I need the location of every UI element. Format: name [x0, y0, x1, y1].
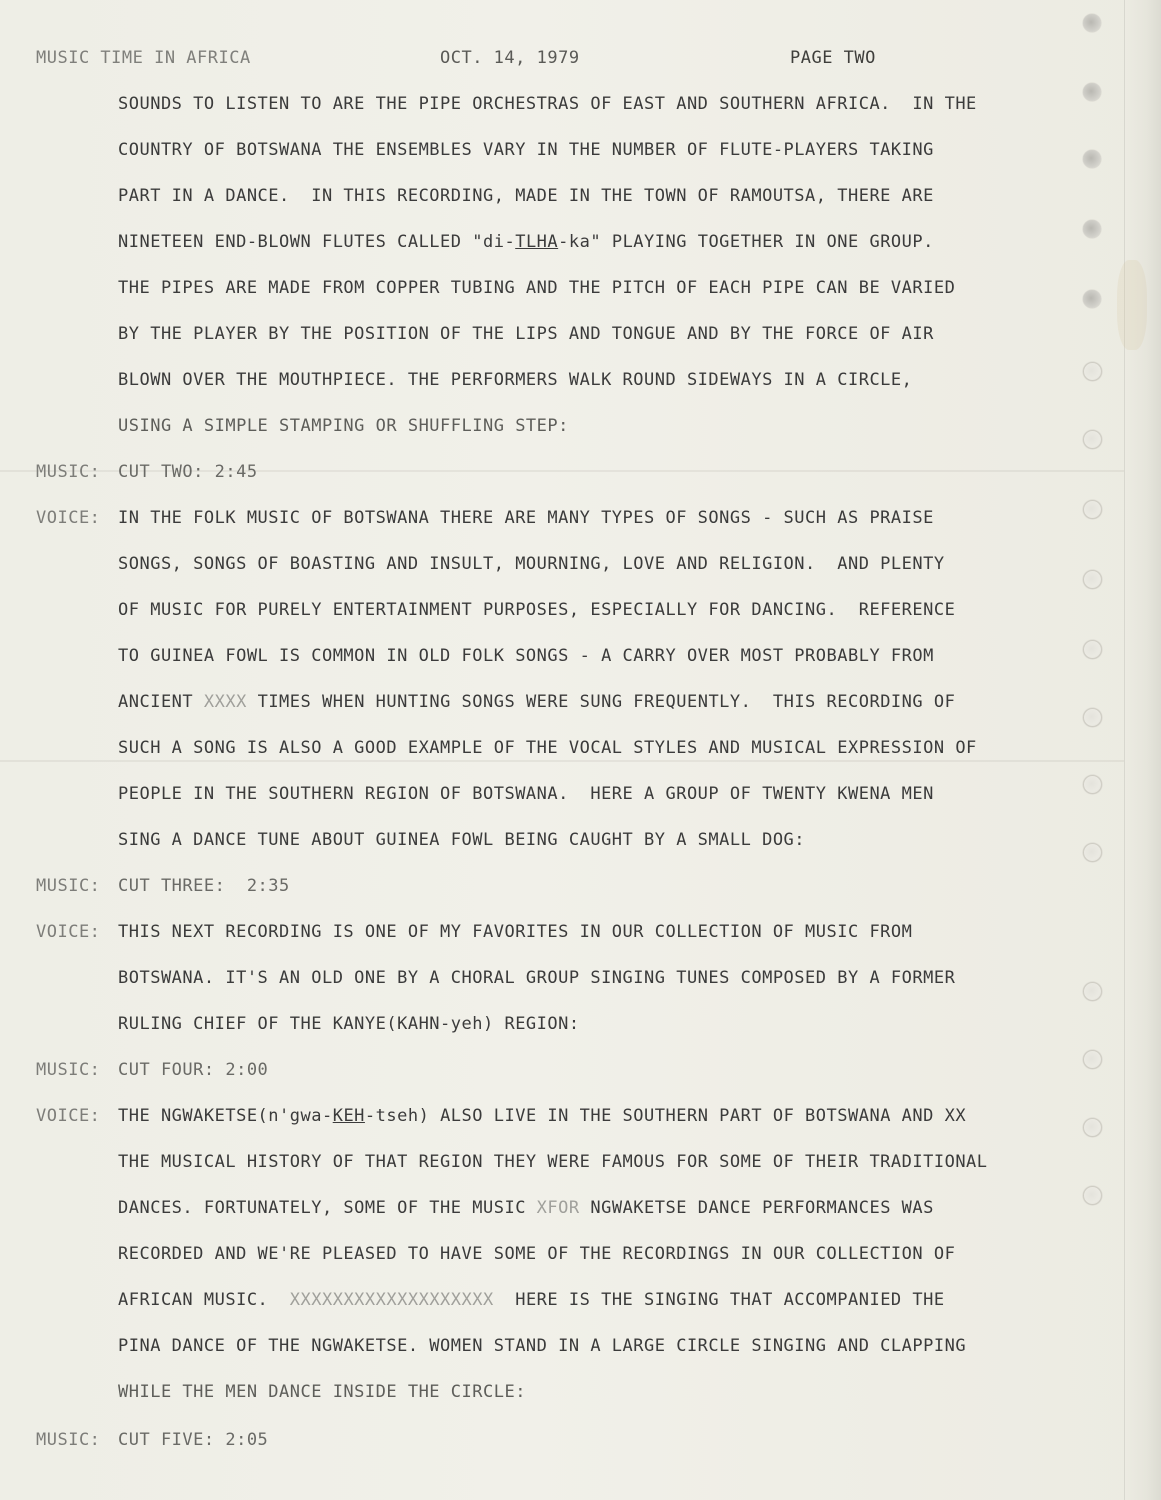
music-label: MUSIC:	[36, 1430, 101, 1450]
underlined-term: KEH	[332, 1106, 365, 1126]
struck-text: XXXXXXXXXXXXXXXXXXX	[289, 1290, 494, 1310]
punch-hole	[1083, 982, 1102, 1001]
body-line: THE PIPES ARE MADE FROM COPPER TUBING AND THE PITCH OF EACH PIPE CAN BE VARIED	[118, 278, 956, 298]
punch-hole	[1083, 150, 1101, 168]
voice-label: VOICE:	[36, 922, 101, 942]
punch-hole	[1083, 843, 1102, 862]
body-line: THE MUSICAL HISTORY OF THAT REGION THEY WERE FAMOUS FOR SOME OF THEIR TRADITIONAL	[118, 1152, 988, 1172]
music-label: MUSIC:	[36, 462, 101, 482]
body-line: BLOWN OVER THE MOUTHPIECE. THE PERFORMERS WALK ROUND SIDEWAYS IN A CIRCLE,	[118, 370, 913, 390]
underlined-term: TLHA	[515, 232, 559, 252]
voice-label: VOICE:	[36, 508, 101, 528]
struck-text: XX	[944, 1106, 967, 1126]
body-line: RULING CHIEF OF THE KANYE(KAHN-yeh) REGION:	[118, 1014, 580, 1034]
punch-hole	[1083, 220, 1101, 238]
music-label: MUSIC:	[36, 1060, 101, 1080]
struck-text: XFOR	[536, 1198, 580, 1218]
body-line: DANCES. FORTUNATELY, SOME OF THE MUSIC XFOR NGWAKETSE DANCE PERFORMANCES WAS	[118, 1198, 934, 1218]
paper-stain	[1117, 260, 1147, 350]
punch-hole	[1083, 570, 1102, 589]
music-label: MUSIC:	[36, 876, 101, 896]
body-line: ANCIENT XXXX TIMES WHEN HUNTING SONGS WERE SUNG FREQUENTLY. THIS RECORDING OF	[118, 692, 956, 712]
punch-hole	[1083, 1186, 1102, 1205]
body-line: PEOPLE IN THE SOUTHERN REGION OF BOTSWANA. HERE A GROUP OF TWENTY KWENA MEN	[118, 784, 934, 804]
punch-hole	[1083, 1118, 1102, 1137]
punch-hole	[1083, 500, 1102, 519]
body-line: PINA DANCE OF THE NGWAKETSE. WOMEN STAND IN A LARGE CIRCLE SINGING AND CLAPPING	[118, 1336, 967, 1356]
body-line: SONGS, SONGS OF BOASTING AND INSULT, MOURNING, LOVE AND RELIGION. AND PLENTY	[118, 554, 945, 574]
body-line: THIS NEXT RECORDING IS ONE OF MY FAVORITES IN OUR COLLECTION OF MUSIC FROM	[118, 922, 913, 942]
music-cue: CUT FOUR: 2:00	[118, 1060, 269, 1080]
punch-hole	[1083, 1050, 1102, 1069]
voice-label: VOICE:	[36, 1106, 101, 1126]
body-line: RECORDED AND WE'RE PLEASED TO HAVE SOME OF THE RECORDINGS IN OUR COLLECTION OF	[118, 1244, 956, 1264]
body-line: USING A SIMPLE STAMPING OR SHUFFLING STEP:	[118, 416, 569, 436]
body-line: WHILE THE MEN DANCE INSIDE THE CIRCLE:	[118, 1382, 526, 1402]
page-number: PAGE TWO	[790, 48, 876, 68]
body-line: SING A DANCE TUNE ABOUT GUINEA FOWL BEING CAUGHT BY A SMALL DOG:	[118, 830, 806, 850]
broadcast-date: OCT. 14, 1979	[440, 48, 580, 68]
music-cue: CUT TWO: 2:45	[118, 462, 258, 482]
punch-hole	[1083, 14, 1101, 32]
punch-hole	[1083, 430, 1102, 449]
body-line: COUNTRY OF BOTSWANA THE ENSEMBLES VARY IN THE NUMBER OF FLUTE-PLAYERS TAKING	[118, 140, 934, 160]
body-line: OF MUSIC FOR PURELY ENTERTAINMENT PURPOSES, ESPECIALLY FOR DANCING. REFERENCE	[118, 600, 956, 620]
body-line: SOUNDS TO LISTEN TO ARE THE PIPE ORCHESTRAS OF EAST AND SOUTHERN AFRICA. IN THE	[118, 94, 977, 114]
music-cue: CUT FIVE: 2:05	[118, 1430, 269, 1450]
body-line: IN THE FOLK MUSIC OF BOTSWANA THERE ARE MANY TYPES OF SONGS - SUCH AS PRAISE	[118, 508, 934, 528]
punch-hole	[1083, 362, 1102, 381]
page-right-edge	[1124, 0, 1161, 1500]
body-line: THE NGWAKETSE(n'gwa-KEH-tseh) ALSO LIVE IN THE SOUTHERN PART OF BOTSWANA AND XX	[118, 1106, 967, 1126]
body-line: SUCH A SONG IS ALSO A GOOD EXAMPLE OF THE VOCAL STYLES AND MUSICAL EXPRESSION OF	[118, 738, 977, 758]
music-cue: CUT THREE: 2:35	[118, 876, 290, 896]
program-title: MUSIC TIME IN AFRICA	[36, 48, 251, 68]
body-line: TO GUINEA FOWL IS COMMON IN OLD FOLK SONGS - A CARRY OVER MOST PROBABLY FROM	[118, 646, 934, 666]
paper-fold	[0, 760, 1161, 762]
struck-text: XXXX	[203, 692, 247, 712]
punch-hole	[1083, 708, 1102, 727]
punch-hole	[1083, 775, 1102, 794]
punch-hole	[1083, 290, 1101, 308]
body-line: NINETEEN END-BLOWN FLUTES CALLED "di-TLHA-ka" PLAYING TOGETHER IN ONE GROUP.	[118, 232, 934, 252]
punch-hole	[1083, 83, 1101, 101]
punch-hole	[1083, 640, 1102, 659]
body-line: PART IN A DANCE. IN THIS RECORDING, MADE IN THE TOWN OF RAMOUTSA, THERE ARE	[118, 186, 934, 206]
body-line: BOTSWANA. IT'S AN OLD ONE BY A CHORAL GROUP SINGING TUNES COMPOSED BY A FORMER	[118, 968, 956, 988]
body-line: BY THE PLAYER BY THE POSITION OF THE LIPS AND TONGUE AND BY THE FORCE OF AIR	[118, 324, 934, 344]
body-line: AFRICAN MUSIC. XXXXXXXXXXXXXXXXXXX HERE IS THE SINGING THAT ACCOMPANIED THE	[118, 1290, 945, 1310]
